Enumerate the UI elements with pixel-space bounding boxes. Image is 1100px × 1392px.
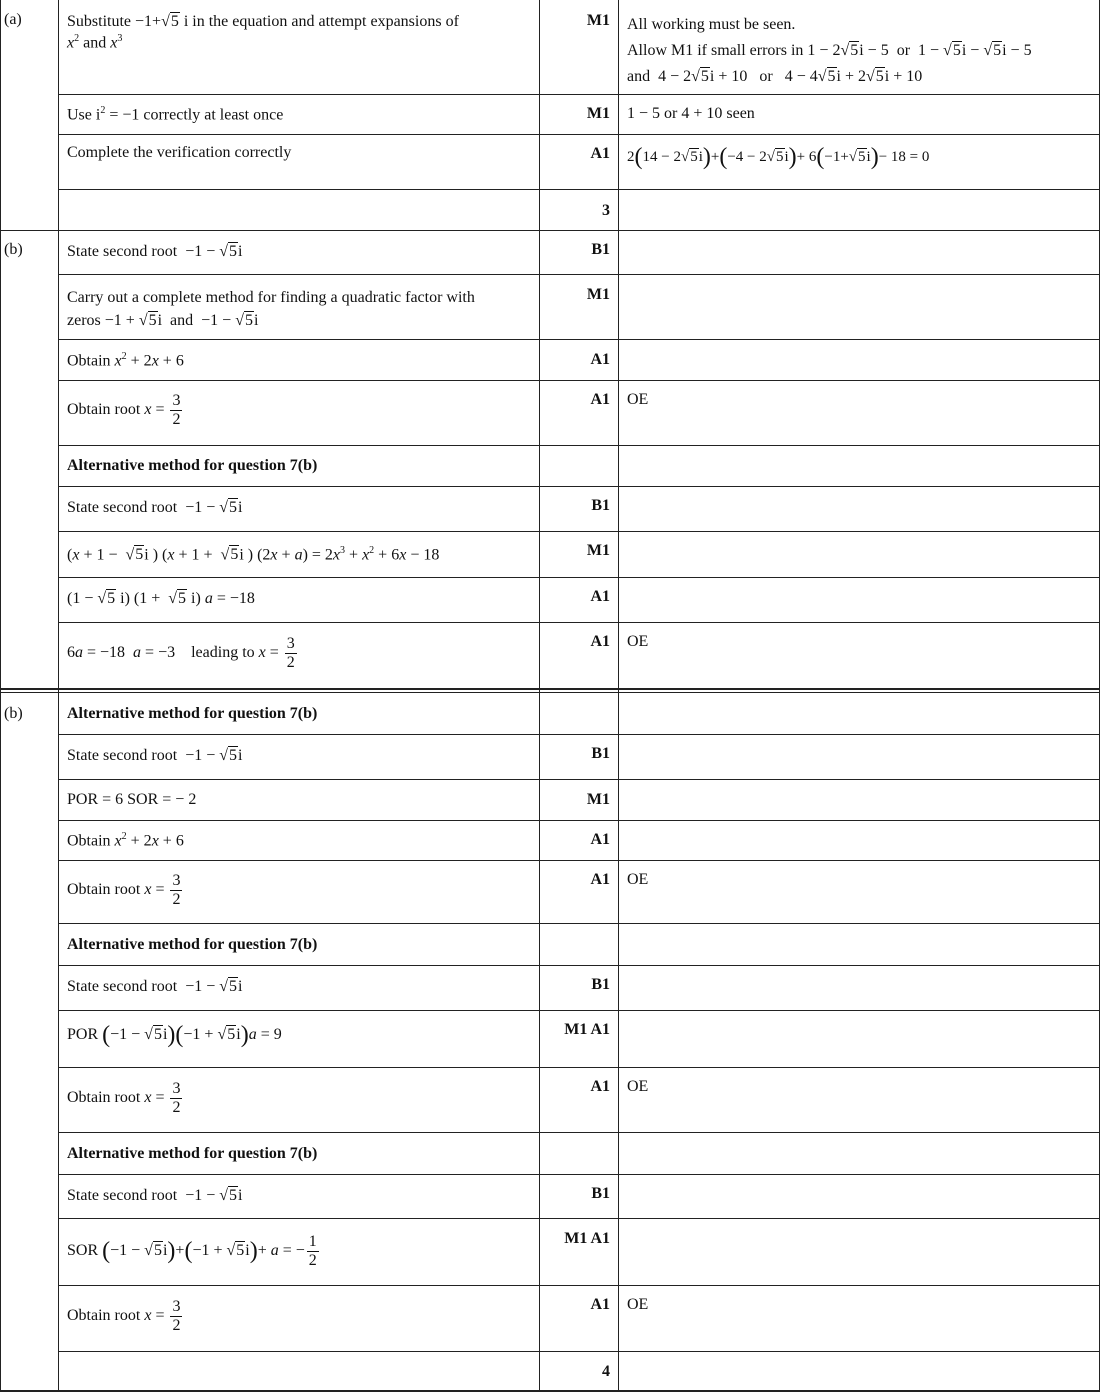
- mark-cell: A1: [590, 1078, 610, 1095]
- table-row: [0, 486, 1100, 531]
- table-row: [0, 1067, 1100, 1132]
- answer-cell: POR = 6 SOR = − 2: [67, 791, 197, 808]
- mark-cell: B1: [591, 745, 610, 762]
- mark-cell: M1: [586, 105, 610, 122]
- answer-cell: State second root −1 − √5i: [67, 243, 243, 260]
- answer-cell: State second root −1 − √5i: [67, 978, 243, 995]
- mark-cell: A1: [590, 831, 610, 848]
- mark-cell: A1: [590, 145, 610, 162]
- guidance-cell: OE: [627, 871, 649, 888]
- table-row: [0, 94, 1100, 134]
- answer-cell: 6a = −18 a = −3 leading to x = $\frac{3}{2}$: [67, 635, 295, 671]
- table-row: [0, 230, 1100, 274]
- answer-cell: POR (−1 − √5i)(−1 + √5i)a = 9: [67, 1022, 282, 1048]
- mark-cell: B1: [591, 1185, 610, 1202]
- table-row: [0, 445, 1100, 486]
- mark-cell: M1: [586, 791, 610, 808]
- table-row: [0, 1010, 1100, 1067]
- table-row: [0, 860, 1100, 923]
- part-label: (b): [4, 241, 23, 258]
- answer-cell: Use $i^2 = -1$ correctly at least once: [67, 105, 284, 124]
- table-row: [0, 693, 1100, 734]
- alternative-method-heading: Alternative method for question 7(b): [67, 457, 318, 474]
- alternative-method-heading: Alternative method for question 7(b): [67, 705, 318, 722]
- table-row: [0, 339, 1100, 380]
- mark-cell: M1: [586, 542, 610, 559]
- answer-cell: (1 − √5 i) (1 + √5 i) a = −18: [67, 590, 255, 607]
- guidance-cell: 2(14 − 2√5i)+(−4 − 2√5i)+ 6(−1+√5i)− 18 = 0: [627, 144, 930, 170]
- table-row: [0, 0, 1100, 94]
- answer-cell: Carry out a complete method for finding a quadratic factor with zeros −1 + √5i and −1 − √5i: [67, 289, 475, 329]
- part-label: (b): [4, 705, 23, 722]
- table-row: [0, 1351, 1100, 1390]
- answer-cell: SOR (−1 − √5i)+(−1 + √5i)+ a = − $\frac{1}{2}$: [67, 1233, 317, 1269]
- answer-cell: (x + 1 − √5i ) (x + 1 + √5i ) $(2x + a) = 2x^3 + x^2 + 6x - 18$: [67, 545, 440, 564]
- mark-cell: A1: [590, 633, 610, 650]
- guidance-cell: OE: [627, 1296, 649, 1313]
- table-row: [0, 1174, 1100, 1218]
- answer-cell: Obtain root x = $\frac{3}{2}$: [67, 872, 181, 908]
- table-row: [0, 1285, 1100, 1351]
- answer-cell: Obtain $x^2 + 2x + 6$: [67, 831, 184, 850]
- guidance-cell: 1 − 5 or 4 + 10 seen: [627, 105, 755, 122]
- table-row: [0, 622, 1100, 688]
- mark-cell: B1: [591, 497, 610, 514]
- table-row: [0, 923, 1100, 965]
- guidance-cell: All working must be seen. Allow M1 if small errors in 1 − 2√5i − 5 or 1 − √5i − √5i − 5 and 4 − 2√5i + 10 or 4 − 4√5i + 2√5i + 10: [627, 16, 1032, 85]
- answer-cell: Obtain root x = $\frac{3}{2}$: [67, 1080, 181, 1116]
- alternative-method-heading: Alternative method for question 7(b): [67, 1145, 318, 1162]
- answer-cell: Obtain root x = $\frac{3}{2}$: [67, 1298, 181, 1334]
- alternative-method-heading: Alternative method for question 7(b): [67, 936, 318, 953]
- table-row: [0, 134, 1100, 189]
- guidance-cell: OE: [627, 633, 649, 650]
- answer-cell: Obtain root x = $\frac{3}{2}$: [67, 392, 181, 428]
- answer-cell: State second root −1 − √5i: [67, 499, 243, 516]
- mark-cell: A1: [590, 1296, 610, 1313]
- row-divider: [0, 688, 1100, 690]
- answer-cell: Complete the verification correctly: [67, 144, 292, 161]
- mark-cell: A1: [590, 588, 610, 605]
- table-row: [0, 965, 1100, 1010]
- answer-cell: State second root −1 − √5i: [67, 1187, 243, 1204]
- table-row: [0, 1218, 1100, 1285]
- table-row: [0, 274, 1100, 339]
- mark-cell: M1: [586, 286, 610, 303]
- mark-total: 4: [602, 1363, 610, 1380]
- mark-total: 3: [602, 202, 610, 219]
- guidance-cell: OE: [627, 1078, 649, 1095]
- table-row: [0, 531, 1100, 577]
- mark-cell: A1: [590, 871, 610, 888]
- mark-cell: B1: [591, 241, 610, 258]
- table-row: [0, 380, 1100, 445]
- answer-cell: State second root −1 − √5i: [67, 747, 243, 764]
- mark-cell: A1: [590, 351, 610, 368]
- table-row: [0, 1132, 1100, 1174]
- guidance-cell: OE: [627, 391, 649, 408]
- table-row: [0, 734, 1100, 779]
- mark-cell: A1: [590, 391, 610, 408]
- table-row: [0, 779, 1100, 820]
- table-row: [0, 820, 1100, 860]
- table-row: [0, 189, 1100, 230]
- answer-cell: Obtain $x^2 + 2x + 6$: [67, 351, 184, 370]
- mark-cell: B1: [591, 976, 610, 993]
- mark-cell: M1 A1: [564, 1230, 610, 1247]
- answer-cell: Substitute −1+√5 i in the equation and attempt expansions of $x^2$ and $x^3$: [67, 13, 459, 52]
- table-row: [0, 577, 1100, 622]
- mark-cell: M1: [586, 12, 610, 29]
- part-label: (a): [4, 11, 22, 28]
- mark-cell: M1 A1: [564, 1021, 610, 1038]
